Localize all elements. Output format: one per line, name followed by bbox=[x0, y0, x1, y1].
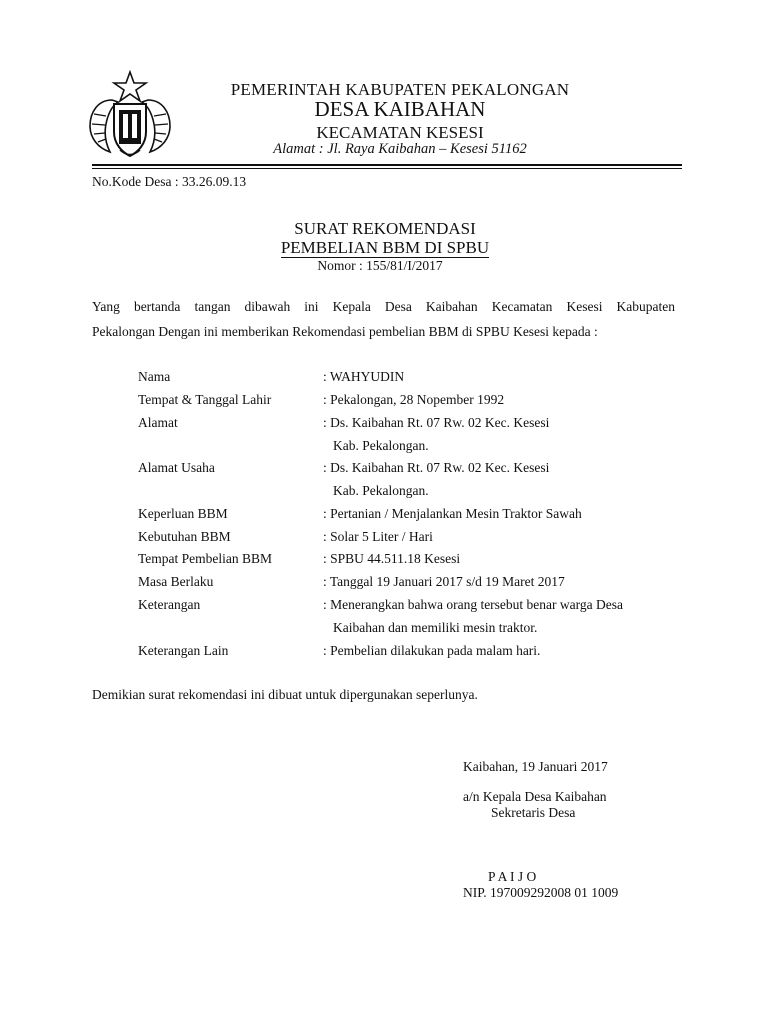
letter-subtitle-text: PEMBELIAN BBM DI SPBU bbox=[280, 238, 490, 257]
intro-line-1: Yang bertanda tangan dibawah ini Kepala Desa Kaibahan Kecamatan Kesesi Kabupaten bbox=[92, 299, 675, 314]
intro-line-2: Pekalongan Dengan ini memberikan Rekomendasi pembelian BBM di SPBU Kesesi kepada : bbox=[92, 324, 598, 339]
field-value-keterangan: : Menerangkan bahwa orang tersebut benar warga Desa bbox=[323, 597, 623, 612]
letterhead-divider bbox=[92, 164, 682, 166]
field-label-masa: Masa Berlaku bbox=[138, 574, 214, 589]
field-value-masa: : Tanggal 19 Januari 2017 s/d 19 Maret 2017 bbox=[323, 574, 565, 589]
closing-statement: Demikian surat rekomendasi ini dibuat untuk dipergunakan seperlunya. bbox=[92, 687, 478, 702]
signature-name: P A I J O bbox=[488, 869, 537, 884]
village-code: No.Kode Desa : 33.26.09.13 bbox=[92, 174, 247, 189]
letterhead-government: PEMERINTAH KABUPATEN PEKALONGAN bbox=[230, 80, 570, 99]
field-value-nama: : WAHYUDIN bbox=[323, 369, 405, 384]
field-label-nama: Nama bbox=[138, 369, 171, 384]
field-label-keterangan: Keterangan bbox=[138, 597, 201, 612]
letter-number: Nomor : 155/81/I/2017 bbox=[317, 258, 443, 273]
field-value-alamat-2: Kab. Pekalongan. bbox=[333, 438, 429, 453]
signature-place-date: Kaibahan, 19 Januari 2017 bbox=[463, 759, 608, 774]
field-value-keperluan: : Pertanian / Menjalankan Mesin Traktor Sawah bbox=[323, 506, 582, 521]
signature-position: Sekretaris Desa bbox=[491, 805, 576, 820]
field-label-kebutuhan: Kebutuhan BBM bbox=[138, 529, 231, 544]
signature-nip: NIP. 197009292008 01 1009 bbox=[463, 885, 619, 900]
field-value-kebutuhan: : Solar 5 Liter / Hari bbox=[323, 529, 433, 544]
field-value-keterangan-2: Kaibahan dan memiliki mesin traktor. bbox=[333, 620, 538, 635]
field-value-ttl: : Pekalongan, 28 Nopember 1992 bbox=[323, 392, 505, 407]
field-label-ttl: Tempat & Tanggal Lahir bbox=[138, 392, 272, 407]
field-value-tempat: : SPBU 44.511.18 Kesesi bbox=[323, 551, 461, 566]
signature-on-behalf: a/n Kepala Desa Kaibahan bbox=[463, 789, 607, 804]
field-label-keterangan-lain: Keterangan Lain bbox=[138, 643, 229, 658]
field-value-keterangan-lain: : Pembelian dilakukan pada malam hari. bbox=[323, 643, 541, 658]
field-label-tempat: Tempat Pembelian BBM bbox=[138, 551, 273, 566]
letterhead-village: DESA KAIBAHAN bbox=[314, 97, 486, 121]
letterhead-address: Alamat : Jl. Raya Kaibahan – Kesesi 51162 bbox=[273, 141, 527, 157]
field-label-alamat: Alamat bbox=[138, 415, 178, 430]
field-value-alamat-usaha-2: Kab. Pekalongan. bbox=[333, 483, 429, 498]
field-value-alamat: : Ds. Kaibahan Rt. 07 Rw. 02 Kec. Kesesi bbox=[323, 415, 550, 430]
field-label-keperluan: Keperluan BBM bbox=[138, 506, 228, 521]
field-label-alamat-usaha: Alamat Usaha bbox=[138, 460, 215, 475]
letterhead-divider-thin bbox=[92, 168, 682, 169]
letterhead-district: KECAMATAN KESESI bbox=[316, 123, 484, 142]
letter-title: SURAT REKOMENDASI bbox=[294, 219, 476, 238]
field-value-alamat-usaha: : Ds. Kaibahan Rt. 07 Rw. 02 Kec. Kesesi bbox=[323, 460, 550, 475]
letter-subtitle bbox=[150, 238, 620, 258]
